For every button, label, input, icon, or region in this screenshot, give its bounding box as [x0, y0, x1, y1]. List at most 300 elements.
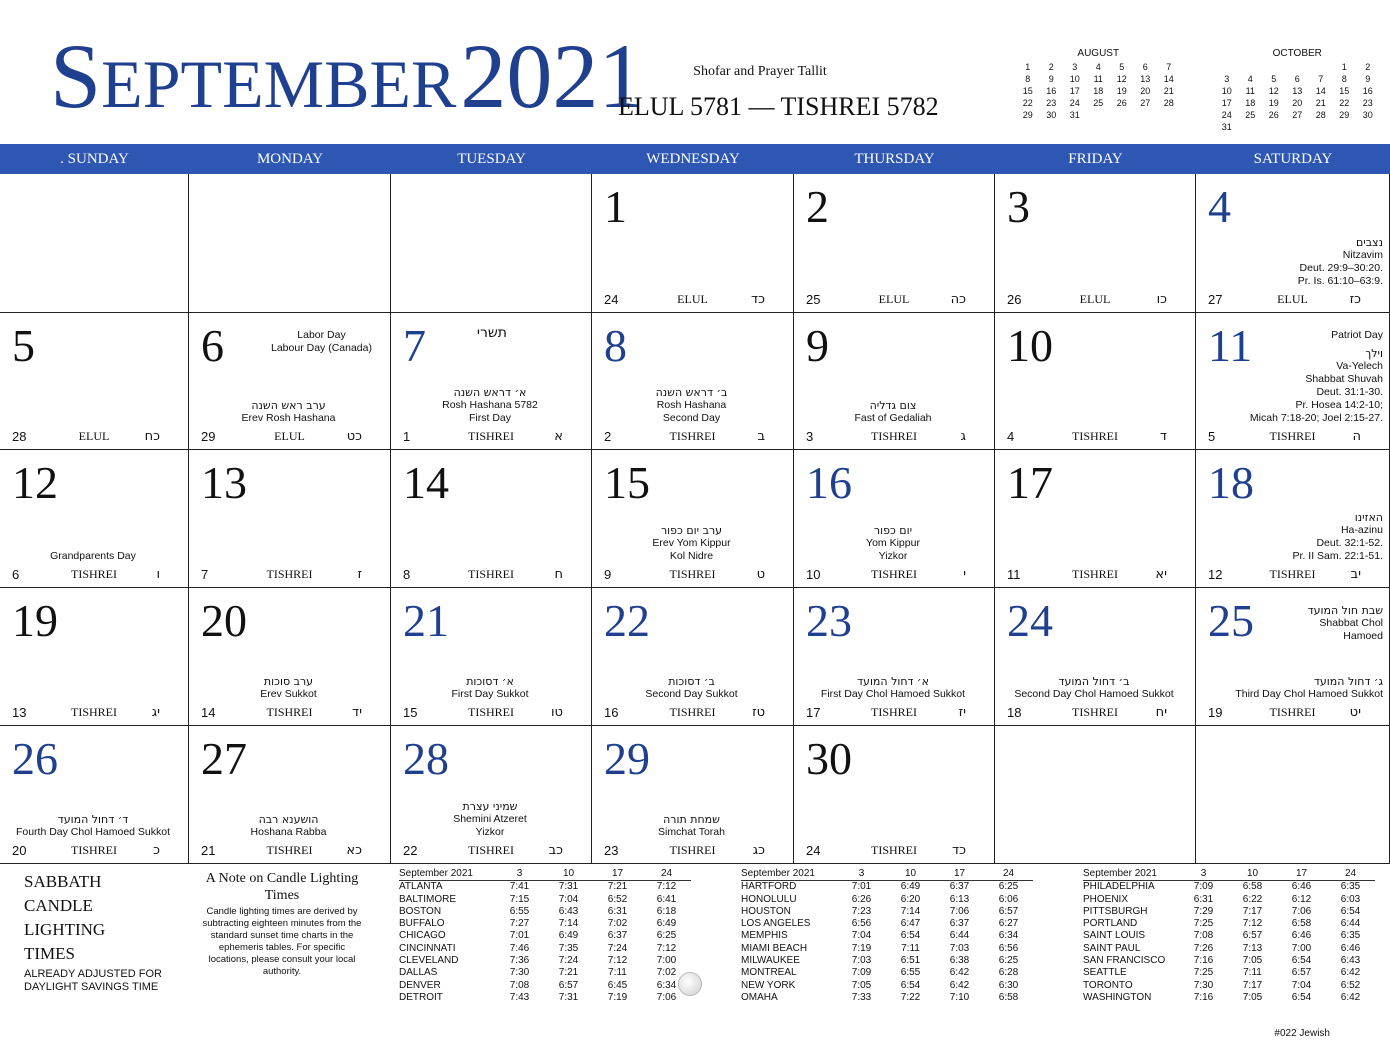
candle-time: 7:46 [509, 942, 530, 954]
mini-calendar-day: 14 [1315, 86, 1326, 96]
annotation-line: שמחת תורה [663, 813, 720, 826]
annotation-line: Simchat Torah [658, 826, 725, 838]
candle-table-3 [1083, 868, 1375, 1004]
candle-time: 6:52 [1340, 979, 1361, 991]
day-number: 4 [1208, 181, 1231, 232]
mini-calendar-day [1286, 121, 1310, 133]
hebrew-day-letters: יז [958, 705, 966, 720]
hebrew-day-number: 9 [604, 567, 612, 582]
mini-calendar-day: 11 [1093, 74, 1103, 84]
candle-time: 7:08 [1193, 930, 1214, 942]
table-row [399, 980, 691, 992]
table-row [1083, 955, 1375, 967]
day-cell [189, 588, 391, 726]
hebrew-date-row [592, 705, 793, 721]
hebrew-day-number: 2 [604, 429, 612, 444]
mini-calendar-day: 7 [1166, 62, 1172, 72]
weekday-label: . SUNDAY [60, 151, 129, 167]
day-cell [391, 588, 592, 726]
table-row [741, 992, 1033, 1004]
hebrew-day-letters: יג [151, 705, 160, 720]
candle-time: 6:58 [998, 991, 1019, 1003]
hebrew-month-name: ELUL [677, 292, 708, 306]
candle-time: 7:02 [607, 918, 628, 930]
hebrew-month-name: TISHREI [71, 705, 117, 719]
city-name: CHICAGO [399, 930, 446, 942]
table-row [741, 967, 1033, 979]
candle-time: 6:54 [1291, 955, 1312, 967]
hebrew-day-letters: יד [351, 705, 362, 720]
candle-time: 6:34 [656, 979, 677, 991]
mini-calendar-day: 29 [1022, 110, 1033, 120]
hebrew-date-row [391, 429, 591, 445]
hebrew-day-letters: טז [752, 705, 765, 720]
hebrew-month-name: TISHREI [871, 705, 917, 719]
candle-table-header [399, 868, 691, 881]
candle-time: 7:04 [1291, 979, 1312, 991]
city-name: DENVER [399, 979, 441, 991]
mini-calendar-day: 21 [1163, 86, 1174, 96]
city-name: CINCINNATI [399, 942, 456, 954]
day-annotation [395, 800, 585, 839]
mini-calendar-day: 31 [1069, 110, 1080, 120]
hebrew-day-number: 27 [1208, 292, 1223, 307]
hebrew-month-name: TISHREI [669, 429, 716, 443]
hebrew-day-letters: כד [952, 843, 966, 858]
candle-table-header-cell: 24 [1326, 868, 1375, 881]
day-number: 18 [1208, 457, 1254, 508]
day-cell [995, 450, 1196, 588]
table-row [1083, 967, 1375, 979]
candle-time: 6:30 [998, 979, 1019, 991]
annotation-line: ב׳ דחול המועד [1058, 675, 1130, 688]
candle-time: 6:25 [998, 955, 1019, 967]
annotation-line: א׳ דחול המועד [857, 675, 929, 688]
mini-calendar-day [1262, 61, 1286, 73]
mini-calendar-day [1309, 121, 1333, 133]
hebrew-day-letters: יב [1350, 567, 1361, 582]
day-cell [1196, 450, 1390, 588]
mini-calendar-day: 13 [1292, 86, 1303, 96]
day-cell [189, 726, 391, 864]
year: 2021 [460, 25, 645, 127]
mini-calendar-day: 20 [1292, 98, 1303, 108]
month-rest: EPTEMBER [101, 46, 457, 122]
candle-time: 6:42 [1340, 967, 1361, 979]
hebrew-day-letters: ב [757, 429, 765, 444]
candle-time: 6:35 [1340, 930, 1361, 942]
sabbath-heading [24, 870, 164, 994]
hebrew-date-row [0, 567, 188, 583]
candle-time: 7:35 [558, 942, 579, 954]
day-annotation [395, 386, 585, 425]
candle-time: 6:54 [1340, 905, 1361, 917]
day-cell [391, 726, 592, 864]
candle-table-header-cell: September 2021 [399, 868, 495, 881]
annotation-line: Erev Sukkot [260, 688, 317, 700]
candle-time: 6:58 [1242, 881, 1263, 893]
city-name: SAN FRANCISCO [1083, 955, 1166, 967]
city-name: OMAHA [741, 991, 778, 1003]
hebrew-day-number: 24 [604, 292, 619, 307]
candle-table-header-cell: 3 [495, 868, 544, 881]
hebrew-day-letters: יט [1349, 705, 1361, 720]
mini-calendar-day: 9 [1048, 74, 1054, 84]
hebrew-month-name: TISHREI [1269, 705, 1316, 719]
mini-calendar-day: 1 [1025, 62, 1031, 72]
hebrew-day-number: 13 [12, 705, 27, 720]
candle-time: 7:36 [509, 955, 530, 967]
day-cell [0, 588, 189, 726]
candle-time: 7:41 [509, 881, 530, 893]
annotation-line: Pr. II Sam. 22:1-51. [1292, 550, 1383, 562]
candle-time: 7:19 [607, 991, 628, 1003]
candle-time: 6:42 [949, 979, 970, 991]
annotation-line: א׳ דסוכות [466, 675, 514, 688]
day-cell [391, 450, 592, 588]
weekday-label: MONDAY [256, 151, 324, 167]
candle-table-header [1083, 868, 1375, 881]
weekday-label: TUESDAY [457, 151, 526, 167]
candle-time: 7:01 [851, 881, 872, 893]
hebrew-day-letters: ז [357, 567, 362, 582]
day-cell [0, 313, 189, 450]
hebrew-day-letters: כט [346, 429, 362, 444]
candle-time: 6:43 [558, 905, 579, 917]
candle-time: 7:12 [656, 881, 677, 893]
day-annotation [1200, 236, 1383, 288]
dst-note: ALREADY ADJUSTED FOR DAYLIGHT SAVINGS TIME [24, 968, 162, 993]
hebrew-months: ELUL 5781 — TISHREI 5782 [618, 92, 939, 121]
day-number: 12 [12, 457, 58, 508]
hebrew-month-name: TISHREI [266, 567, 313, 581]
day-cell [189, 313, 391, 450]
day-number: 23 [806, 595, 852, 646]
city-name: SAINT LOUIS [1083, 930, 1146, 942]
day-number: 17 [1007, 457, 1053, 508]
annotation-line: Pr. Is. 61:10–63:9. [1297, 275, 1383, 287]
candle-time: 7:31 [558, 881, 579, 893]
mini-calendar-october [1215, 48, 1380, 133]
hebrew-day-number: 6 [12, 567, 20, 582]
day-cell [794, 174, 995, 313]
city-name: BUFFALO [399, 918, 445, 930]
mini-calendar-day: 4 [1247, 74, 1253, 84]
candle-time: 6:56 [998, 942, 1019, 954]
mini-calendar-day: 12 [1116, 74, 1127, 84]
candle-time: 7:09 [1193, 881, 1214, 893]
annotation-line: First Day Sukkot [451, 688, 529, 700]
day-annotation [193, 399, 384, 425]
candle-time: 6:41 [656, 893, 677, 905]
city-name: BOSTON [399, 905, 442, 917]
hebrew-date-row [391, 705, 591, 721]
city-name: MIAMI BEACH [741, 942, 808, 954]
candle-time: 7:09 [851, 967, 872, 979]
day-cell [1196, 313, 1390, 450]
day-cell [1196, 174, 1390, 313]
hebrew-date-row [995, 292, 1195, 308]
weekday-label: FRIDAY [1068, 151, 1123, 167]
note-title: A Note on Candle Lighting Times [205, 871, 359, 903]
hebrew-date-row [592, 292, 793, 308]
city-name: NEW YORK [741, 979, 796, 991]
table-row [399, 992, 691, 1004]
candle-time: 7:24 [607, 942, 628, 954]
candle-time: 6:43 [1340, 955, 1361, 967]
annotation-line: Yizkor [878, 550, 908, 562]
candle-time: 6:44 [1340, 918, 1361, 930]
day-cell [592, 588, 794, 726]
annotation-line: Second Day Sukkot [645, 688, 738, 700]
hebrew-month-name: TISHREI [1072, 567, 1118, 581]
hebrew-date-row [592, 567, 793, 583]
sabbath-line: SABBATH [24, 872, 102, 891]
mini-calendar-day: 30 [1046, 110, 1057, 120]
city-name: BALTIMORE [399, 893, 457, 905]
candle-time: 7:30 [1193, 979, 1214, 991]
day-number: 25 [1208, 595, 1254, 646]
hebrew-day-letters: כב [548, 843, 563, 858]
candle-time: 7:11 [1243, 967, 1262, 979]
table-row [399, 967, 691, 979]
candle-table-header-cell: 24 [984, 868, 1033, 881]
empty-day-cell [995, 726, 1196, 864]
table-row [741, 943, 1033, 955]
hebrew-day-number: 25 [806, 292, 821, 307]
mini-calendar-day [1356, 121, 1380, 133]
hebrew-month-name: TISHREI [266, 843, 313, 857]
hebrew-day-letters: א [554, 429, 563, 444]
mini-calendar-day [1110, 109, 1134, 121]
catalog-number: #022 Jewish [1274, 1028, 1330, 1039]
hebrew-date-row [794, 292, 994, 308]
hebrew-month-name: TISHREI [669, 567, 716, 581]
candle-time: 7:12 [656, 942, 677, 954]
hebrew-month-name: TISHREI [871, 567, 917, 581]
city-name: DALLAS [399, 967, 438, 979]
mini-calendar-day: 13 [1140, 74, 1151, 84]
candle-time: 7:15 [509, 893, 530, 905]
hebrew-date-row [189, 429, 390, 445]
candle-time: 6:46 [1340, 942, 1361, 954]
mini-calendar-day: 2 [1048, 62, 1054, 72]
annotation-line: ערב ראש השנה [251, 399, 326, 412]
table-row [1083, 906, 1375, 918]
mini-calendar-day: 27 [1292, 110, 1303, 120]
hebrew-month-name: TISHREI [669, 843, 716, 857]
candle-time: 6:49 [900, 881, 921, 893]
hebrew-day-number: 11 [1007, 567, 1021, 582]
candle-time: 6:52 [607, 893, 628, 905]
city-name: MEMPHIS [741, 930, 788, 942]
mini-calendar-day: 28 [1163, 98, 1174, 108]
city-name: WASHINGTON [1083, 991, 1152, 1003]
hebrew-date-row [0, 705, 188, 721]
candle-time: 7:11 [608, 967, 627, 979]
candle-time: 7:26 [1193, 942, 1214, 954]
hebrew-date-row [794, 843, 994, 859]
day-number: 20 [201, 595, 247, 646]
city-name: MILWAUKEE [741, 955, 800, 967]
hebrew-date-row [592, 429, 793, 445]
city-name: CLEVELAND [399, 955, 459, 967]
candle-time: 7:43 [509, 991, 530, 1003]
annotation-line: Ha-azinu [1340, 524, 1383, 536]
mini-calendar-day: 7 [1318, 74, 1324, 84]
hebrew-month-name: ELUL [878, 292, 910, 306]
candle-table-header-cell: 17 [1277, 868, 1326, 881]
hebrew-day-number: 18 [1007, 705, 1022, 720]
hebrew-day-letters: יא [1155, 567, 1167, 582]
hebrew-date-row [0, 429, 188, 445]
annotation-line: Micah 7:18-20; Joel 2:15-27. [1249, 412, 1383, 424]
mini-calendar-day [1333, 121, 1357, 133]
empty-day-cell [391, 174, 592, 313]
candle-time: 7:27 [509, 918, 530, 930]
city-name: LOS ANGELES [741, 918, 811, 930]
candle-time: 7:17 [1242, 905, 1263, 917]
mini-calendar-day [1134, 109, 1158, 121]
candle-time: 7:21 [607, 881, 628, 893]
hebrew-date-row [794, 567, 994, 583]
candle-time: 6:27 [998, 918, 1019, 930]
mini-calendar-title: OCTOBER [1272, 48, 1322, 59]
candle-time: 6:18 [656, 905, 677, 917]
day-number: 30 [806, 733, 852, 784]
hebrew-day-letters: טו [551, 705, 563, 720]
candle-time: 7:00 [1291, 942, 1312, 954]
hebrew-date-row [995, 705, 1195, 721]
candle-time: 6:31 [1193, 893, 1214, 905]
hebrew-day-letters: ו [156, 567, 160, 582]
day-number: 6 [201, 320, 224, 371]
hebrew-date-row [391, 567, 591, 583]
day-number: 11 [1208, 320, 1253, 371]
annotation-line: Nitzavim [1342, 249, 1383, 261]
mini-calendar-day: 14 [1163, 74, 1174, 84]
day-cell [0, 726, 189, 864]
hebrew-month-name: TISHREI [266, 705, 313, 719]
mini-calendar-day: 10 [1221, 86, 1232, 96]
annotation-line: Fast of Gedaliah [854, 412, 932, 424]
hebrew-day-number: 14 [201, 705, 216, 720]
mini-calendar-day: 30 [1362, 110, 1373, 120]
mini-calendar-day: 25 [1245, 110, 1256, 120]
candle-time: 6:22 [1242, 893, 1263, 905]
hebrew-month-name: TISHREI [468, 567, 514, 581]
hebrew-month-name: ELUL [1079, 292, 1111, 306]
annotation-line: Yizkor [475, 826, 505, 838]
day-annotation [1200, 511, 1383, 563]
candle-time: 6:54 [900, 930, 921, 942]
hebrew-date-row [592, 843, 793, 859]
table-row [399, 943, 691, 955]
candle-time: 7:25 [1193, 967, 1214, 979]
hebrew-date-row [1196, 292, 1389, 308]
hebrew-month-name: ELUL [78, 429, 110, 443]
mini-calendar-day [1215, 61, 1239, 73]
hebrew-date-row [794, 429, 994, 445]
hebrew-day-number: 4 [1007, 429, 1015, 444]
month-title [50, 25, 645, 127]
hebrew-day-number: 28 [12, 429, 27, 444]
annotation-line: Labour Day (Canada) [271, 342, 372, 354]
city-name: MONTREAL [741, 967, 797, 979]
mini-calendar-day: 8 [1341, 74, 1347, 84]
candle-time: 7:03 [949, 942, 970, 954]
city-name: PHOENIX [1083, 893, 1129, 905]
calendar-grid [0, 174, 1390, 864]
mini-calendar-day: 5 [1271, 74, 1277, 84]
mini-calendar-day: 29 [1339, 110, 1350, 120]
mini-calendar-day: 25 [1093, 98, 1104, 108]
mini-calendar-day: 6 [1142, 62, 1148, 72]
day-annotation [999, 675, 1189, 701]
city-name: PITTSBURGH [1083, 905, 1148, 917]
mini-calendar-day: 26 [1268, 110, 1279, 120]
hebrew-day-letters: ט [756, 567, 765, 582]
day-number: 5 [12, 320, 35, 371]
hebrew-day-number: 17 [806, 705, 821, 720]
city-name: SEATTLE [1083, 967, 1127, 979]
mini-calendar-day: 22 [1339, 98, 1350, 108]
day-number: 3 [1007, 181, 1030, 232]
hebrew-month-start: תשרי [476, 325, 507, 341]
candle-time: 7:05 [1242, 991, 1263, 1003]
day-annotation [798, 399, 988, 425]
hebrew-day-number: 3 [806, 429, 814, 444]
mini-calendar-day: 17 [1221, 98, 1232, 108]
mini-calendar-day: 9 [1365, 74, 1371, 84]
annotation-line: הושענא רבה [258, 813, 319, 826]
day-annotation [4, 550, 182, 563]
candle-time: 7:08 [509, 979, 530, 991]
candle-time: 6:25 [656, 930, 677, 942]
hebrew-date-row [189, 705, 390, 721]
mini-calendar-day: 3 [1224, 74, 1230, 84]
candle-table-header-cell: 3 [837, 868, 886, 881]
table-row [399, 894, 691, 906]
day-number: 8 [604, 320, 627, 371]
candle-table-header-cell: 10 [1228, 868, 1277, 881]
hebrew-month-name: TISHREI [468, 429, 514, 443]
hebrew-day-letters: כ [153, 843, 160, 858]
hebrew-day-letters: ד [1159, 429, 1167, 444]
candle-table-header-cell: 10 [886, 868, 935, 881]
candle-time: 6:20 [900, 893, 921, 905]
table-row [399, 955, 691, 967]
hebrew-day-letters: יח [1155, 705, 1167, 720]
candle-time: 7:03 [851, 955, 872, 967]
mini-calendar-day [1239, 61, 1263, 73]
candle-time: 7:05 [851, 979, 872, 991]
mini-calendar-day: 23 [1362, 98, 1373, 108]
annotation-line: First Day [469, 412, 511, 424]
annotation-line: Shabbat Shuvah [1305, 373, 1383, 385]
mini-calendar-day: 1 [1341, 62, 1347, 72]
table-row [1083, 881, 1375, 894]
candle-time: 6:47 [900, 918, 921, 930]
day-number: 1 [604, 181, 627, 232]
candle-table-header-cell: 17 [935, 868, 984, 881]
hebrew-day-number: 10 [806, 567, 821, 582]
candle-time: 7:24 [558, 955, 579, 967]
hebrew-day-number: 26 [1007, 292, 1022, 307]
day-cell [592, 726, 794, 864]
table-row [741, 955, 1033, 967]
city-name: ATLANTA [399, 881, 443, 893]
